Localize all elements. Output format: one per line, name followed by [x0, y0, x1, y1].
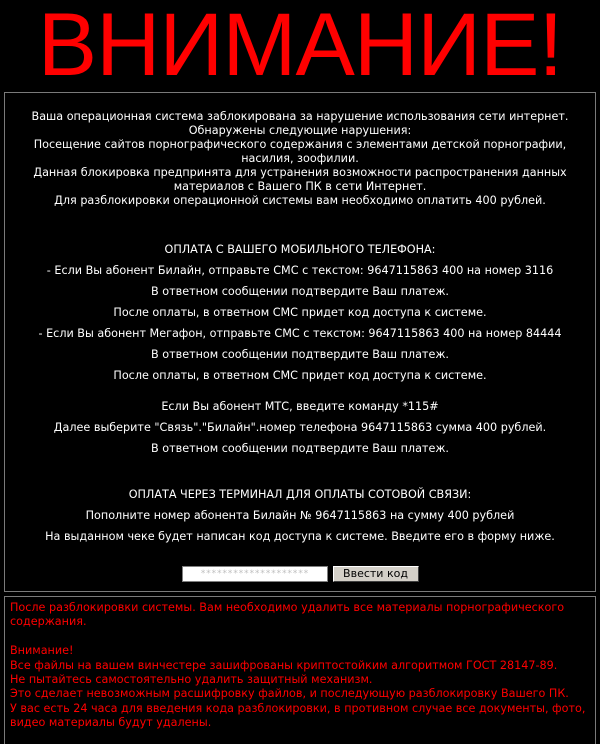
- megafon-instruction: - Если Вы абонент Мегафон, отправьте СМС с текстом: 9647115863 400 на номер 84444: [38, 327, 562, 340]
- terminal-payment-heading: ОПЛАТА ЧЕРЕЗ ТЕРМИНАЛ ДЛЯ ОПЛАТЫ СОТОВОЙ СВЯЗИ:: [128, 488, 472, 501]
- warning-delete-note: После разблокировки системы. Вам необходимо удалить все материалы порнографического содержания.: [10, 601, 565, 629]
- mts-menu-instruction: Далее выберите "Связь"."Билайн".номер телефона 9647115863 сумма 400 рублей.: [53, 421, 547, 434]
- beeline-instruction: - Если Вы абонент Билайн, отправьте СМС с текстом: 9647115863 400 на номер 3116: [46, 264, 554, 277]
- beeline-after: После оплаты, в ответном СМС придет код доступа к системе.: [113, 306, 487, 319]
- spacer: [10, 630, 590, 644]
- warning-heading: Внимание!: [10, 644, 74, 658]
- intro-line: насилия, зоофилии.: [241, 152, 359, 165]
- terminal-receipt-note: На выданном чеке будет написан код доступа к системе. Введите его в форму ниже.: [45, 530, 555, 543]
- submit-code-button[interactable]: Ввести код: [333, 566, 419, 582]
- intro-line: Данная блокировка предпринята для устранения возможности распространения данных: [33, 166, 567, 179]
- warning-line: Это сделает невозможным расшифровку файлов, и последующую разблокировку Вашего ПК.: [10, 687, 569, 701]
- ransom-message-panel: [4, 92, 596, 592]
- beeline-confirm: В ответном сообщении подтвердите Ваш платеж.: [151, 285, 449, 298]
- mts-instruction: Если Вы абонент МТС, введите команду *115#: [161, 400, 439, 413]
- intro-line: Обнаружены следующие нарушения:: [188, 124, 412, 137]
- warning-panel: [4, 596, 596, 744]
- warning-line: У вас есть 24 часа для введения кода разблокировки, в противном случае все документы, фото, видео материалы будут удалены.: [10, 701, 586, 730]
- megafon-confirm: В ответном сообщении подтвердите Ваш платеж.: [151, 348, 449, 361]
- terminal-payment-section: [5, 484, 595, 547]
- mts-confirm: В ответном сообщении подтвердите Ваш платеж.: [151, 442, 449, 455]
- warning-line: Все файлы на вашем винчестере зашифрованы криптостойким алгоритмом ГОСТ 28147-89.: [10, 658, 558, 672]
- unlock-code-input[interactable]: ********************: [182, 566, 328, 582]
- intro-line: Для разблокировки операционной системы вам необходимо оплатить 400 рублей.: [54, 194, 546, 207]
- intro-line: Ваша операционная система заблокирована за нарушение использования сети интернет.: [31, 110, 569, 123]
- page-title: ВНИМАНИЕ!: [37, 0, 563, 94]
- megafon-after: После оплаты, в ответном СМС придет код доступа к системе.: [113, 369, 487, 382]
- mts-payment-section: [5, 396, 595, 459]
- intro-line: Посещение сайтов порнографического содержания с элементами детской порнографии,: [33, 138, 567, 151]
- intro-line: материалов с Вашего ПК в сети Интернет.: [173, 180, 427, 193]
- mobile-payment-heading: ОПЛАТА С ВАШЕГО МОБИЛЬНОГО ТЕЛЕФОНА:: [164, 243, 436, 256]
- mobile-payment-section: [5, 239, 595, 386]
- intro-text: [5, 110, 595, 208]
- terminal-instruction: Пополните номер абонента Билайн № 9647115863 на сумму 400 рублей: [85, 509, 515, 522]
- unlock-code-form: [5, 566, 595, 582]
- warning-line: Не пытайтесь самостоятельно удалить защитный механизм.: [10, 673, 373, 687]
